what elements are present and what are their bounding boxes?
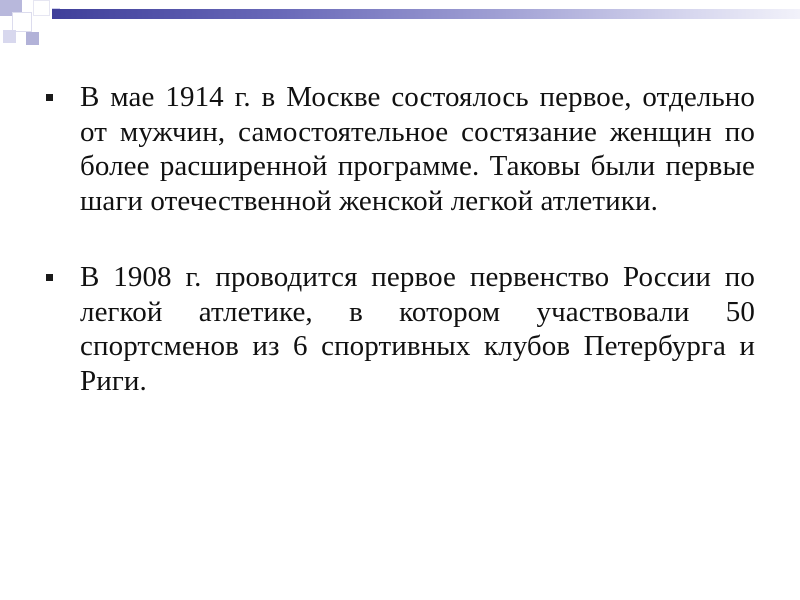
- list-item: [40, 80, 755, 218]
- decorative-square: [12, 12, 32, 32]
- bullet-list: [40, 80, 755, 440]
- title-gradient-bar: [52, 9, 800, 19]
- bullet-text: В 1908 г. проводится первое первенство России по легкой атлетике, в котором участвовали 50 спортсменов из 6 спортивных клубов Петербурга и Риги.: [80, 261, 755, 397]
- decorative-square: [26, 32, 39, 45]
- list-item: [40, 260, 755, 398]
- decorative-square: [3, 30, 16, 43]
- decorative-square: [33, 0, 50, 16]
- bullet-text: В мае 1914 г. в Москве состоялось первое, отдельно от мужчин, самостоятельное состязание женщин по более расширенной программе. Таковы были первые шаги отечественной женской легкой атлетики.: [80, 81, 755, 217]
- square-bullet-icon: [46, 274, 53, 281]
- square-bullet-icon: [46, 94, 53, 101]
